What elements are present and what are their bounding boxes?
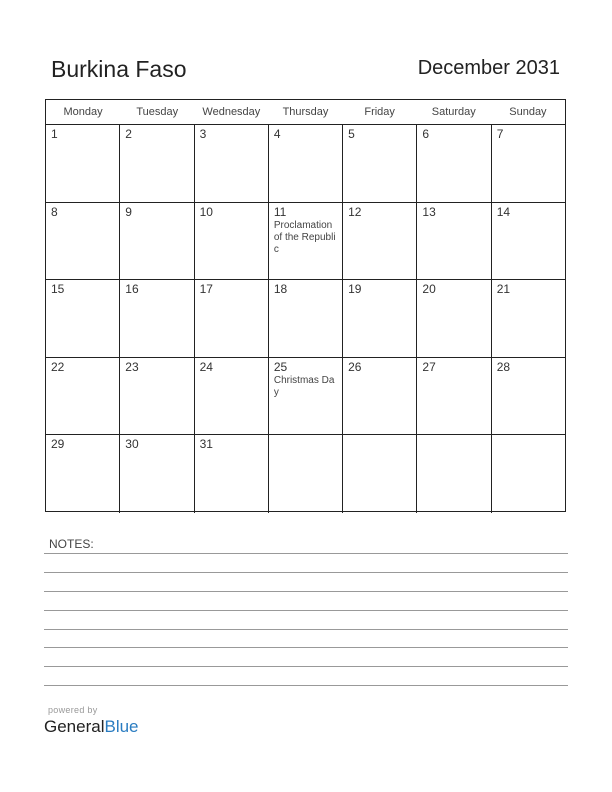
month-title: December 2031 (417, 57, 560, 79)
week-row (46, 203, 565, 281)
day-cell (492, 358, 565, 435)
notes-label: NOTES: (49, 537, 94, 551)
notes-line (44, 647, 568, 648)
day-cell (492, 280, 565, 357)
holiday-label: Proclamation of the Republic (273, 219, 336, 255)
day-number: 26 (348, 359, 362, 374)
day-cell (343, 358, 417, 435)
day-cell (269, 358, 343, 435)
day-cell (492, 203, 565, 280)
weekday-tuesday: Tuesday (136, 106, 179, 118)
day-cell (417, 125, 491, 202)
week-row (46, 358, 565, 436)
day-number: 27 (422, 359, 436, 374)
day-cell (417, 203, 491, 280)
day-number: 13 (422, 204, 436, 219)
day-number: 8 (51, 204, 58, 219)
week-row (46, 280, 565, 358)
notes-line (44, 591, 568, 592)
weekday-thursday: Thursday (282, 106, 329, 118)
day-number: 11 (273, 204, 287, 219)
week-row (46, 435, 565, 513)
notes-line (44, 666, 568, 667)
day-cell (195, 435, 269, 513)
day-number: 14 (496, 204, 511, 219)
day-cell (46, 280, 120, 357)
day-number: 6 (422, 127, 430, 141)
day-number: 15 (51, 282, 65, 297)
day-number: 4 (273, 127, 281, 141)
day-number: 9 (125, 204, 132, 219)
day-cell (46, 203, 120, 280)
day-number: 25 (273, 359, 288, 374)
weekday-friday: Friday (364, 106, 395, 118)
weekday-sunday: Sunday (509, 106, 547, 118)
day-number: 5 (348, 127, 355, 141)
notes-line (44, 629, 568, 630)
week-row (46, 125, 565, 203)
day-cell (46, 435, 120, 513)
day-number: 17 (199, 282, 213, 297)
day-cell (417, 280, 491, 357)
weekday-saturday: Saturday (431, 106, 476, 118)
day-cell (269, 435, 343, 513)
day-number: 30 (125, 437, 139, 452)
country-title: Burkina Faso (51, 56, 187, 82)
day-number: 16 (125, 282, 139, 297)
powered-by-text: powered by (48, 705, 98, 715)
brand-blue: Blue (104, 717, 139, 736)
day-cell (417, 358, 491, 435)
day-number: 18 (273, 282, 288, 297)
day-number: 28 (496, 359, 511, 374)
day-number: 3 (199, 127, 207, 141)
day-number: 22 (51, 359, 65, 374)
day-number: 12 (348, 204, 362, 219)
day-cell (269, 280, 343, 357)
day-number: 21 (496, 282, 511, 297)
day-cell (492, 435, 565, 513)
day-cell (120, 280, 194, 357)
day-cell (195, 203, 269, 280)
day-cell (120, 358, 194, 435)
day-number: 19 (348, 282, 362, 297)
day-cell (46, 358, 120, 435)
notes-line (44, 572, 568, 573)
weekday-wednesday: Wednesday (202, 106, 261, 118)
day-cell (46, 125, 120, 202)
day-cell (417, 435, 491, 513)
day-cell (343, 280, 417, 357)
weekday-monday: Monday (63, 106, 103, 118)
day-number: 29 (51, 437, 65, 452)
day-cell (269, 203, 343, 280)
day-cell (195, 125, 269, 202)
day-number: 23 (125, 359, 139, 374)
day-number: 24 (199, 359, 213, 374)
notes-line (44, 610, 568, 611)
day-cell (120, 125, 194, 202)
notes-line (44, 685, 568, 686)
day-number: 31 (199, 437, 213, 452)
day-cell (195, 280, 269, 357)
day-cell (120, 203, 194, 280)
day-number: 2 (125, 127, 132, 141)
day-number: 7 (496, 127, 504, 141)
day-number: 20 (422, 282, 436, 297)
day-cell (343, 125, 417, 202)
holiday-label: Christmas Day (273, 374, 335, 398)
day-cell (343, 203, 417, 280)
day-number: 1 (51, 127, 58, 141)
brand-general: General (44, 717, 105, 736)
weekday-header (46, 100, 565, 125)
calendar-grid (45, 99, 566, 512)
day-cell (195, 358, 269, 435)
day-cell (492, 125, 565, 202)
notes-line (44, 553, 568, 554)
day-cell (269, 125, 343, 202)
day-cell (343, 435, 417, 513)
day-number: 10 (199, 204, 213, 219)
day-cell (120, 435, 194, 513)
generalblue-logo (44, 717, 139, 737)
